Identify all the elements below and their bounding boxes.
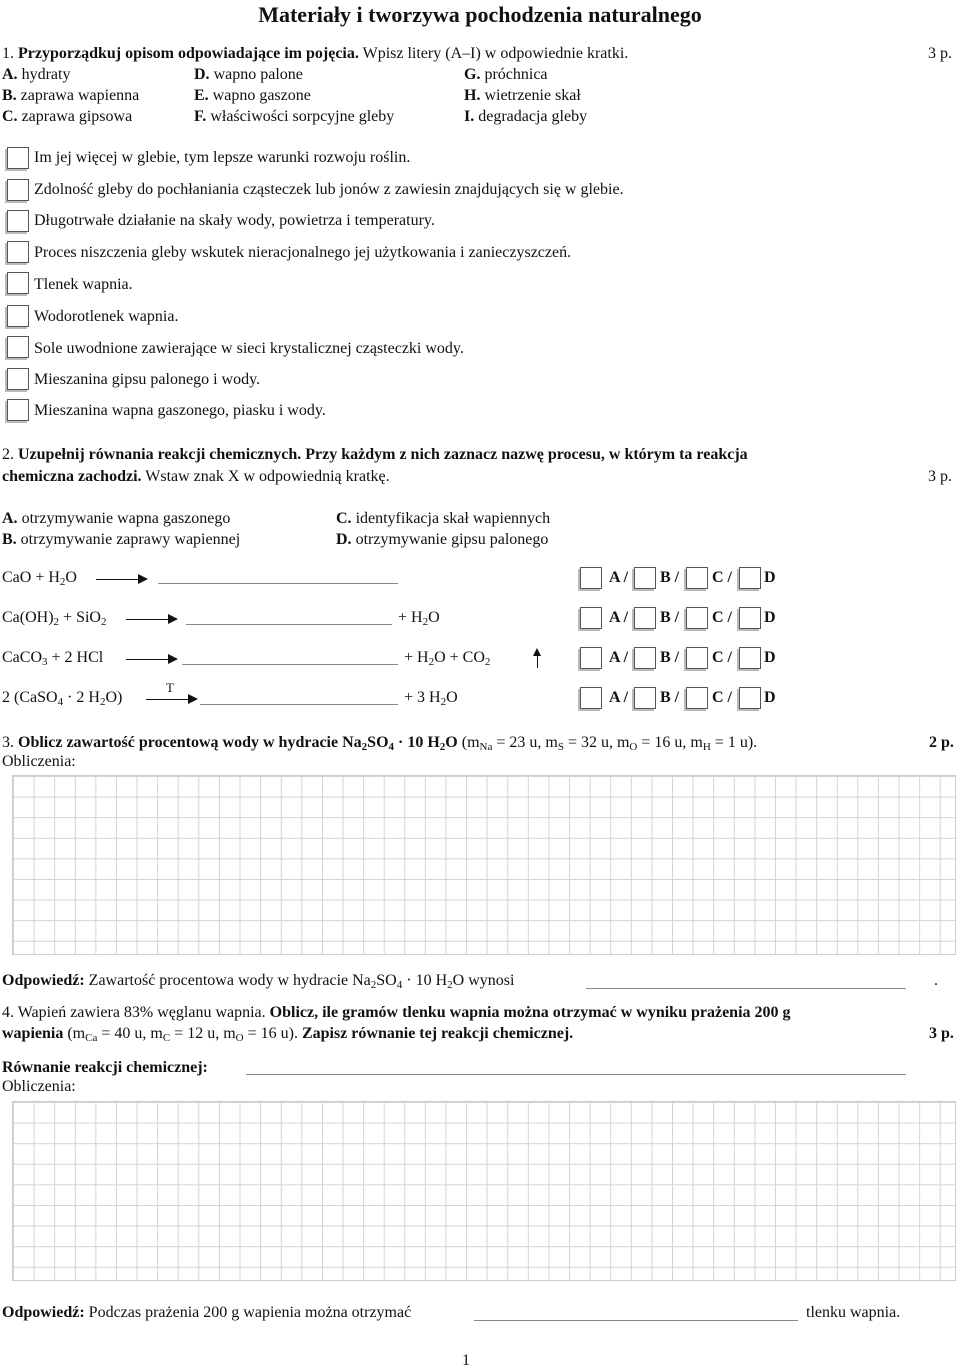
q3-calc-label: Obliczenia: (2, 753, 76, 770)
q4-answer: Odpowiedź: Podczas prażenia 200 g wapienia można otrzymać (2, 1304, 412, 1321)
q1-number: 1. (2, 45, 14, 62)
q1-option-d: D. wapno palone (194, 66, 303, 83)
choice-box[interactable] (739, 647, 761, 669)
choice-box[interactable] (686, 567, 708, 589)
equation-2-product: + $H_2O$ (398, 609, 440, 628)
heat-symbol: T (166, 680, 174, 695)
q1-item: Tlenek wapnia. (34, 276, 133, 293)
choice-box[interactable] (580, 647, 602, 669)
choice-box[interactable] (739, 607, 761, 629)
choice-box[interactable] (580, 567, 602, 589)
q3-points: 2 p. (929, 734, 954, 751)
q3-header: 3. Oblicz zawartość procentową wody w hydracie $Na_2SO_4 \cdot 10$ $H_2O$ ($m_{Na} = 23$ u, $m_S = 32$ u, $m_O = 16$ u, $m_H = 1$ u). (2, 734, 758, 753)
equation-3: CaCO$_3$ + 2 HCl (2, 649, 104, 668)
q1-answer-box[interactable] (7, 305, 29, 327)
q4-points: 3 p. (929, 1025, 954, 1042)
reaction-arrow-icon (146, 699, 196, 700)
reaction-arrow-icon (96, 579, 146, 580)
q1-answer-box[interactable] (7, 336, 29, 358)
q1-option-a: A. hydraty (2, 66, 71, 83)
q1-option-i: I. degradacja gleby (464, 108, 588, 125)
q1-points: 3 p. (928, 45, 952, 62)
q1-instruction-bold: Przyporządkuj opisom odpowiadające im pojęcia. (18, 45, 359, 62)
q1-item: Zdolność gleby do pochłaniania cząsteczek lub jonów z zawiesin znajdujących się w glebie. (34, 181, 624, 198)
q1-instruction: Wpisz litery (A–I) w odpowiednie kratki. (362, 45, 629, 62)
q1-item: Długotrwałe działanie na skały wody, powietrza i temperatury. (34, 212, 435, 229)
q4-calc-grid[interactable] (12, 1101, 956, 1281)
q1-answer-box[interactable] (7, 147, 29, 169)
page-title: Materiały i tworzywa pochodzenia naturalnego (258, 2, 702, 27)
equation-3-product: + $H_2O + CO_2$ (404, 649, 491, 668)
q3-answer: Odpowiedź: Zawartość procentowa wody w hydracie $Na_2SO_4 \cdot 10$ $H_2O$ wynosi (2, 972, 515, 991)
choice-box[interactable] (686, 687, 708, 709)
reaction-arrow-icon (126, 619, 176, 620)
q3-answer-blank[interactable] (586, 988, 906, 989)
period: . (934, 972, 938, 989)
choice-box[interactable] (580, 607, 602, 629)
q1-item: Proces niszczenia gleby wskutek nieracjonalnego jej użytkowania i zanieczyszczeń. (34, 244, 572, 261)
equation-2: $Ca(OH)_2 + SiO_2$ (2, 609, 107, 628)
reaction-arrow-icon (126, 659, 176, 660)
q1-item: Im jej więcej w glebie, tym lepsze warunki rozwoju roślin. (34, 149, 411, 166)
q1-answer-box[interactable] (7, 241, 29, 263)
q4-answer-blank[interactable] (474, 1320, 798, 1321)
equation-4: 2 (CaSO$_4$ · 2 $H_2O$) (2, 689, 123, 708)
equation-3-blank[interactable] (182, 664, 398, 665)
q1-option-b: B. zaprawa wapienna (2, 87, 140, 104)
q1-header (2, 45, 628, 63)
q1-answer-box[interactable] (7, 368, 29, 390)
gas-arrow-icon (537, 650, 538, 668)
choice-box[interactable] (686, 607, 708, 629)
q1-answer-box[interactable] (7, 179, 29, 201)
q2-option-d: D. otrzymywanie gipsu palonego (336, 531, 549, 548)
equation-4-blank[interactable] (200, 704, 398, 705)
choice-box[interactable] (634, 567, 656, 589)
q1-option-c: C. zaprawa gipsowa (2, 108, 133, 125)
q2-option-a: A. otrzymywanie wapna gaszonego (2, 510, 231, 527)
q4-header: 4. Wapień zawiera 83% węglanu wapnia. Oblicz, ile gramów tlenku wapnia można otrzymać w wyniku prażenia 200 g (2, 1004, 791, 1021)
q1-item: Mieszanina wapna gaszonego, piasku i wody. (34, 402, 326, 419)
choice-box[interactable] (739, 567, 761, 589)
q4-equation-label: Równanie reakcji chemicznej: (2, 1059, 208, 1076)
choice-box[interactable] (686, 647, 708, 669)
q2-option-b: B. otrzymywanie zaprawy wapiennej (2, 531, 241, 548)
q1-item: Wodorotlenek wapnia. (34, 308, 179, 325)
q1-item: Sole uwodnione zawierające w sieci krystalicznej cząsteczki wody. (34, 340, 464, 357)
q2-option-c: C. identyfikacja skał wapiennych (336, 510, 551, 527)
q1-answer-box[interactable] (7, 399, 29, 421)
equation-4-product: + 3 $H_2O$ (404, 689, 458, 708)
q1-option-f: F. właściwości sorpcyjne gleby (194, 108, 395, 125)
equation-2-blank[interactable] (186, 624, 392, 625)
q1-option-e: E. wapno gaszone (194, 87, 311, 104)
q4-equation-blank[interactable] (246, 1074, 906, 1075)
choice-box[interactable] (634, 607, 656, 629)
q4-calc-label: Obliczenia: (2, 1078, 76, 1095)
q2-points: 3 p. (928, 468, 952, 485)
q1-item: Mieszanina gipsu palonego i wody. (34, 371, 261, 388)
q2-header-line2: chemiczna zachodzi. Wstaw znak X w odpowiednią kratkę. (2, 468, 390, 485)
q1-answer-box[interactable] (7, 272, 29, 294)
equation-1-blank[interactable] (158, 583, 398, 584)
q2-header: 2. Uzupełnij równania reakcji chemicznych. Przy każdym z nich zaznacz nazwę procesu, w którym ta reakcja (2, 446, 748, 463)
page-number: 1 (462, 1352, 470, 1369)
q1-option-h: H. wietrzenie skał (464, 87, 581, 104)
q1-answer-box[interactable] (7, 210, 29, 232)
choice-box[interactable] (634, 647, 656, 669)
choice-box[interactable] (634, 687, 656, 709)
q4-answer-tail: tlenku wapnia. (806, 1304, 901, 1321)
q4-header-line2: wapienia ($m_{Ca} = 40$ u, $m_C = 12$ u, $m_O = 16$ u). Zapisz równanie tej reakcji chemicznej. (2, 1025, 574, 1044)
choice-box[interactable] (739, 687, 761, 709)
choice-box[interactable] (580, 687, 602, 709)
q1-option-g: G. próchnica (464, 66, 548, 83)
q3-calc-grid[interactable] (12, 775, 956, 955)
equation-1: CaO + $H_2O$ (2, 569, 77, 588)
